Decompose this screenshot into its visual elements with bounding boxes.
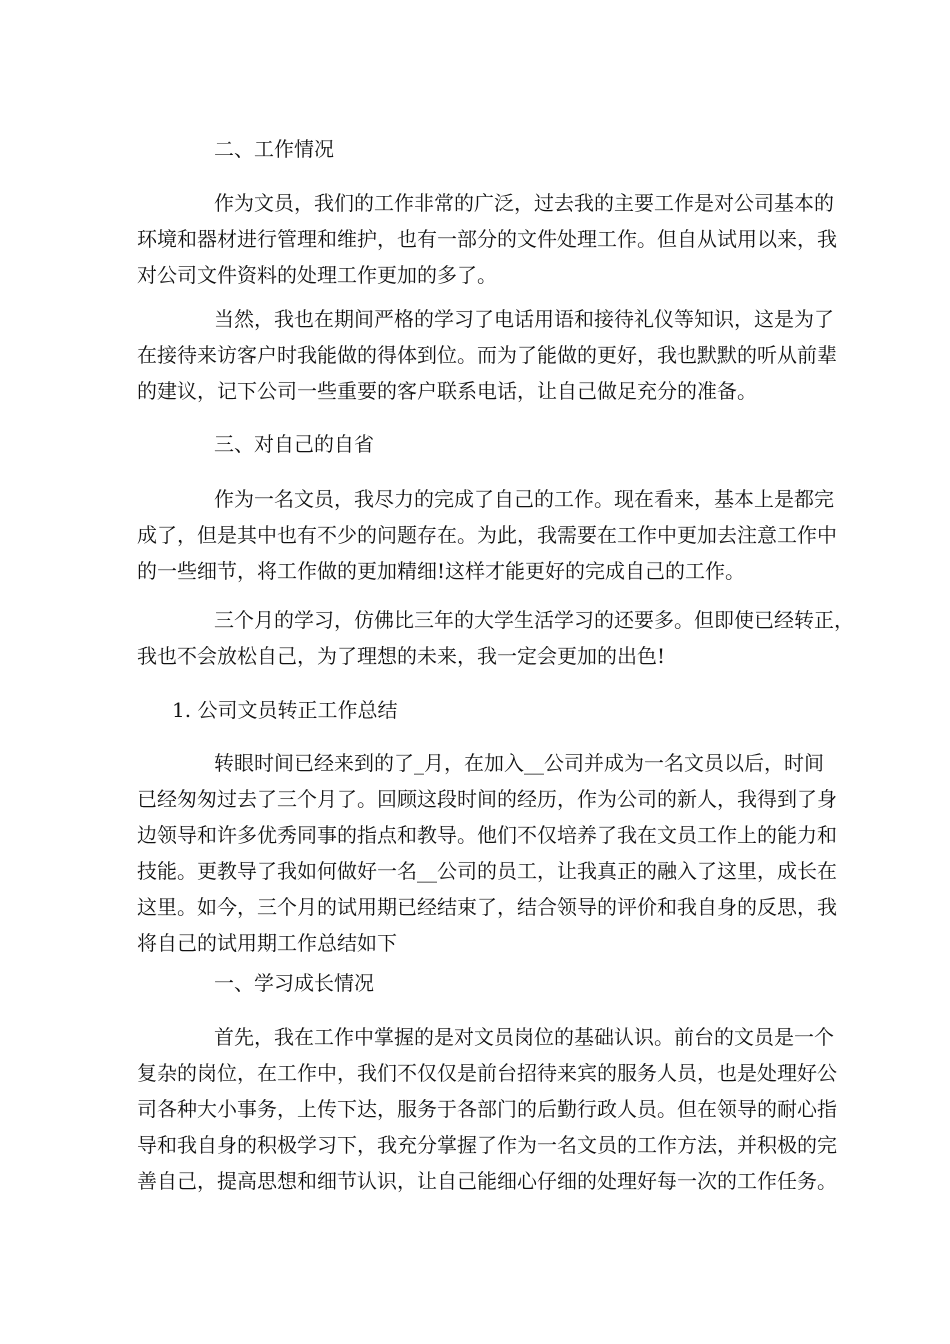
paragraph-line: 我也不会放松自己，为了理想的未来，我一定会更加的出色! <box>137 644 666 668</box>
paragraph-line: 转眼时间已经来到的了_月，在加入__公司并成为一名文员以后，时间 <box>214 751 824 775</box>
paragraph-line: 司各种大小事务，上传下达，服务于各部门的后勤行政人员。但在领导的耐心指 <box>137 1097 837 1121</box>
heading-text: 二、工作情况 <box>214 137 334 161</box>
numbered-heading-summary <box>137 692 809 728</box>
paragraph-line: 的建议，记下公司一些重要的客户联系电话，让自己做足充分的准备。 <box>137 379 757 403</box>
paragraph-line: 已经匆匆过去了三个月了。回顾这段时间的经历，作为公司的新人，我得到了身 <box>137 787 837 811</box>
paragraph-line: 的一些细节，将工作做的更加精细!这样才能更好的完成自己的工作。 <box>137 559 746 583</box>
section-heading-self-reflection <box>137 426 809 462</box>
paragraph-line: 在接待来访客户时我能做的得体到位。而为了能做的更好，我也默默的听从前辈 <box>137 343 837 367</box>
paragraph-line: 三个月的学习，仿佛比三年的大学生活学习的还要多。但即使已经转正， <box>214 608 854 632</box>
paragraph-line: 环境和器材进行管理和维护，也有一部分的文件处理工作。但自从试用以来，我 <box>137 227 837 251</box>
paragraph-line: 复杂的岗位，在工作中，我们不仅仅是前台招待来宾的服务人员，也是处理好公 <box>137 1061 837 1085</box>
paragraph-time-review <box>137 745 837 961</box>
heading-text: 三、对自己的自省 <box>214 432 374 456</box>
paragraph-line: 边领导和许多优秀同事的指点和教导。他们不仅培养了我在文员工作上的能力和 <box>137 823 837 847</box>
paragraph-line: 成了，但是其中也有不少的问题存在。为此，我需要在工作中更加去注意工作中 <box>137 523 837 547</box>
paragraph-line: 导和我自身的积极学习下，我充分掌握了作为一名文员的工作方法，并积极的完 <box>137 1133 837 1157</box>
paragraph-line: 作为一名文员，我尽力的完成了自己的工作。现在看来，基本上是都完 <box>214 487 834 511</box>
paragraph-line: 作为文员，我们的工作非常的广泛，过去我的主要工作是对公司基本的 <box>214 191 834 215</box>
paragraph-etiquette <box>137 301 837 409</box>
paragraph-line: 技能。更教导了我如何做好一名__公司的员工，让我真正的融入了这里，成长在 <box>137 859 837 883</box>
paragraph-line: 首先，我在工作中掌握的是对文员岗位的基础认识。前台的文员是一个 <box>214 1025 834 1049</box>
paragraph-work-description <box>137 185 837 293</box>
section-heading-learning-growth <box>137 965 809 1001</box>
paragraph-line: 善自己，提高思想和细节认识，让自己能细心仔细的处理好每一次的工作任务。 <box>137 1169 837 1193</box>
heading-text: 1. 公司文员转正工作总结 <box>172 698 398 722</box>
paragraph-three-months <box>137 602 854 674</box>
heading-text: 一、学习成长情况 <box>214 971 374 995</box>
paragraph-line: 将自己的试用期工作总结如下 <box>137 931 397 955</box>
paragraph-learning-growth <box>137 1019 837 1199</box>
paragraph-self-reflection <box>137 481 837 589</box>
paragraph-line: 当然，我也在期间严格的学习了电话用语和接待礼仪等知识，这是为了 <box>214 307 834 331</box>
paragraph-line: 这里。如今，三个月的试用期已经结束了，结合领导的评价和我自身的反思，我 <box>137 895 837 919</box>
paragraph-line: 对公司文件资料的处理工作更加的多了。 <box>137 263 497 287</box>
section-heading-work-situation <box>137 131 809 167</box>
